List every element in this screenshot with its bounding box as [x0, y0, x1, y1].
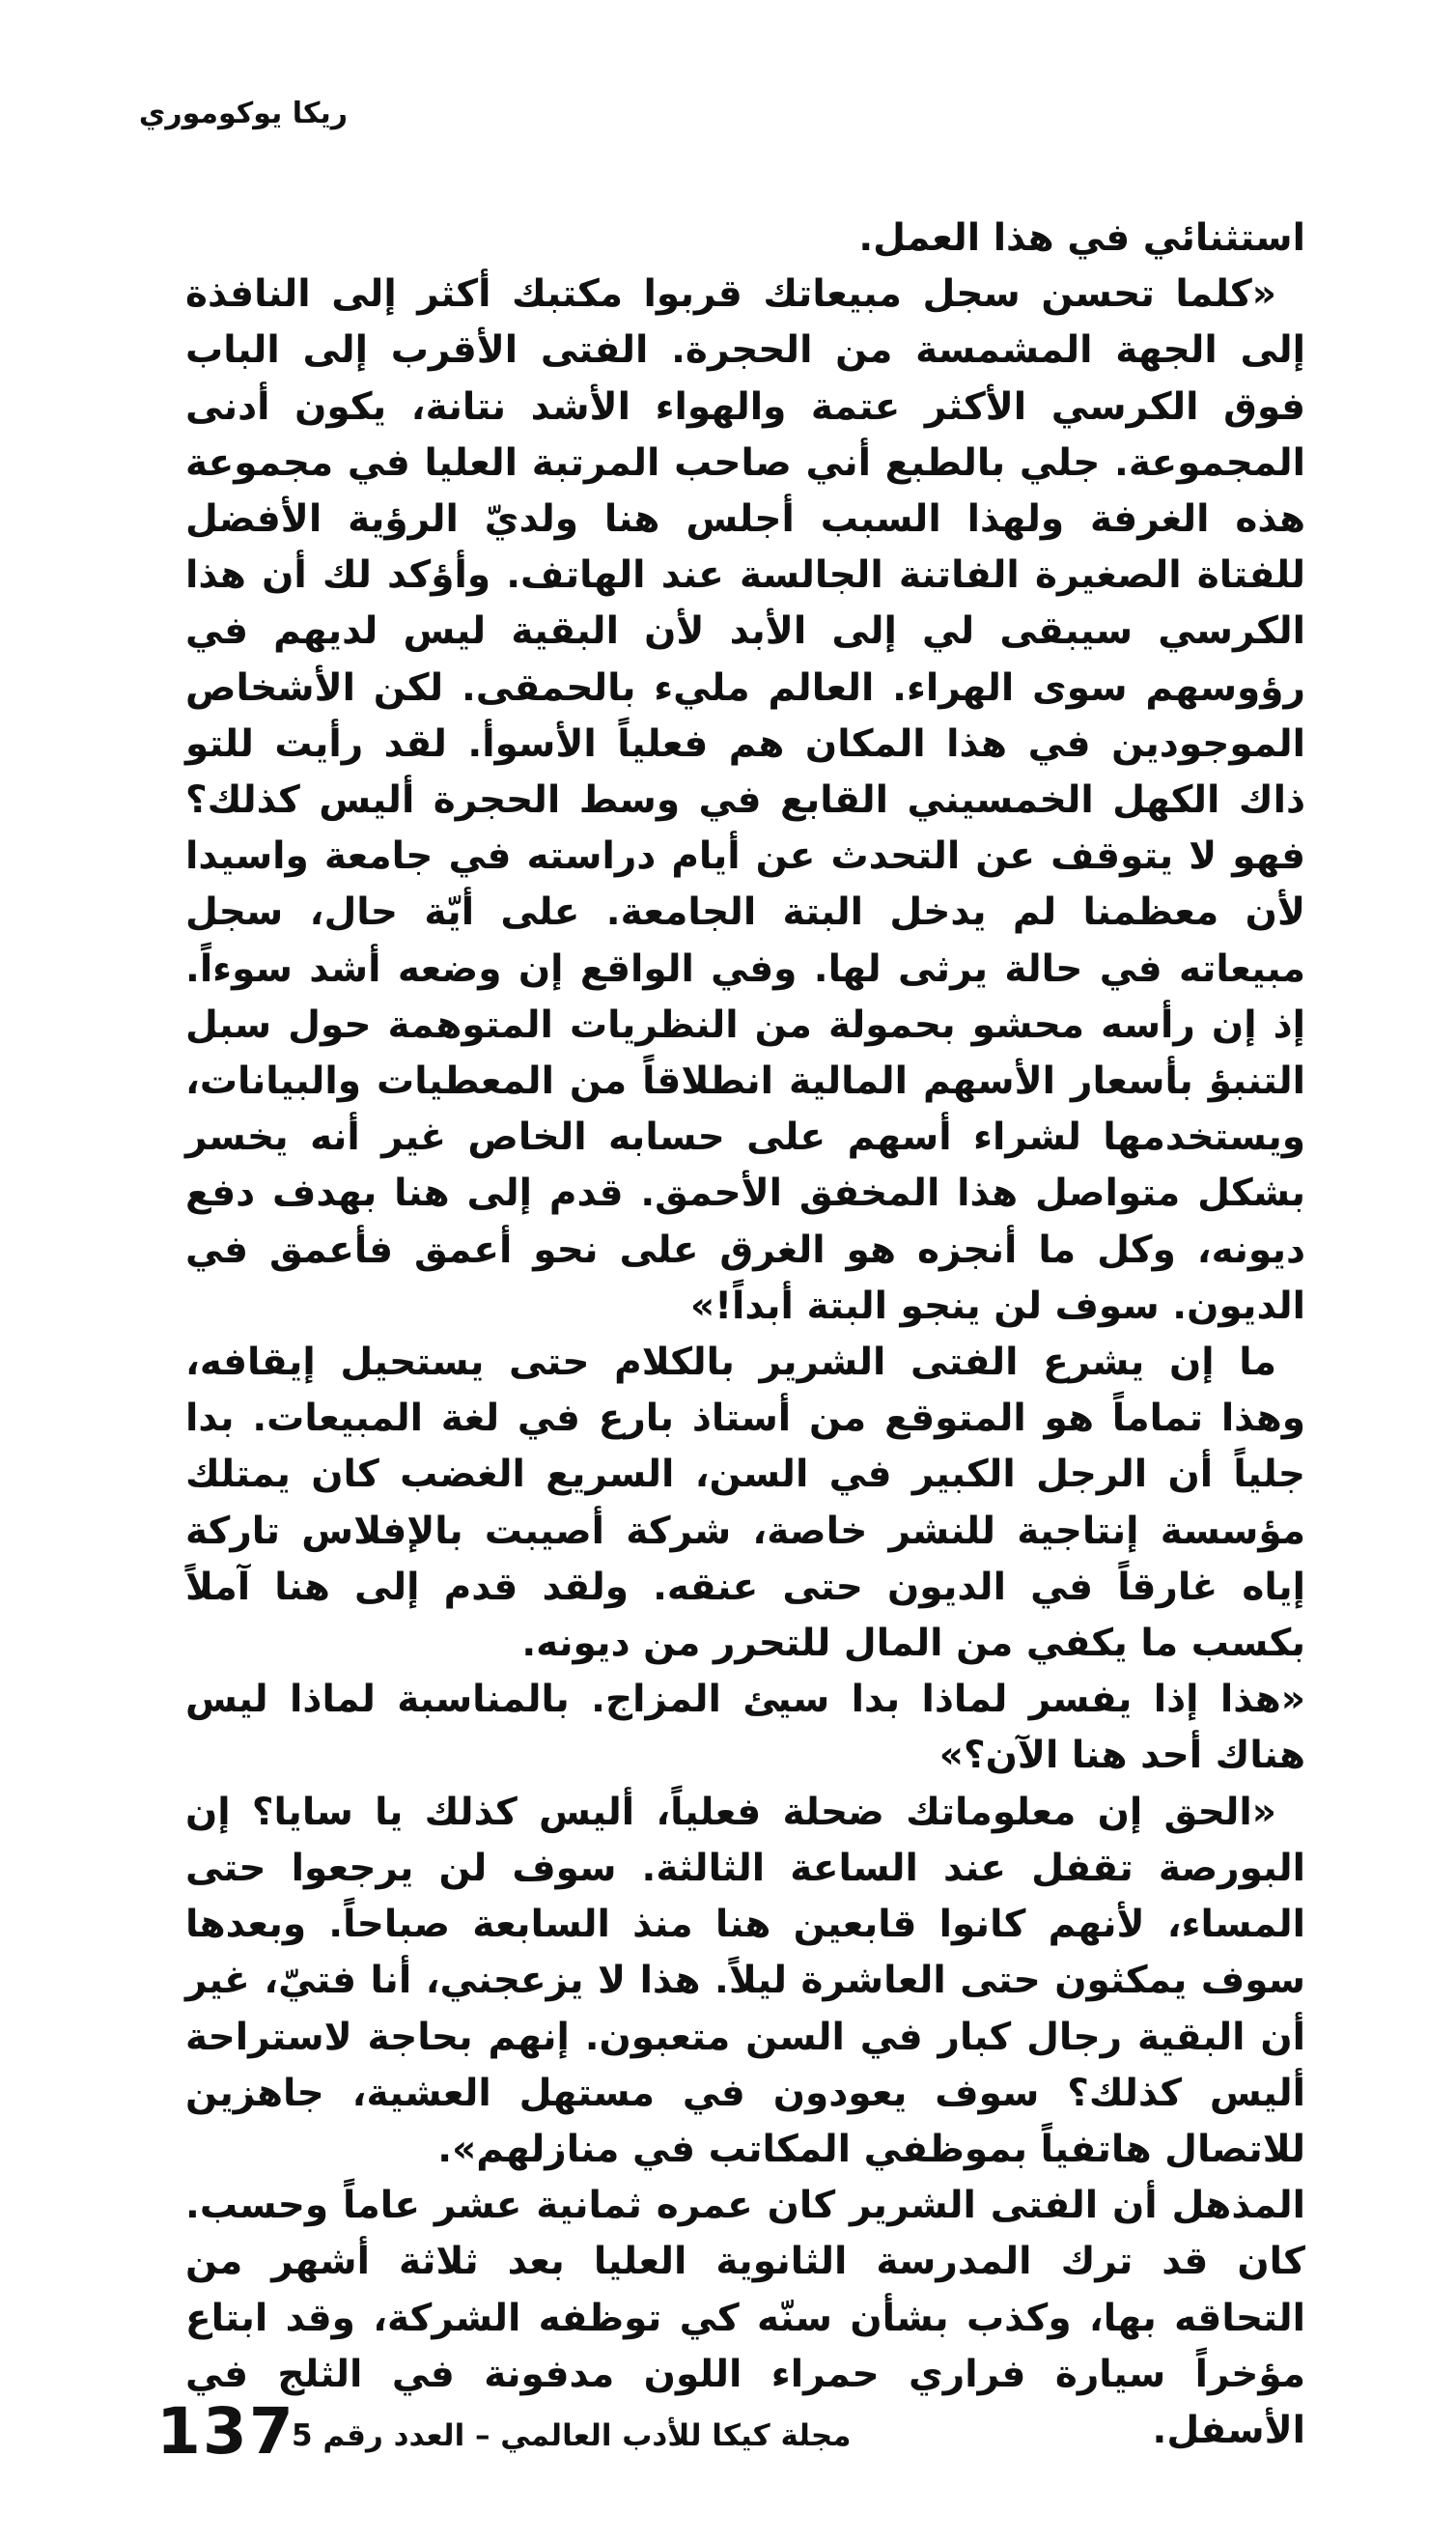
running-head-author: ريكا يوكوموري: [138, 97, 348, 130]
body-text: [185, 211, 1305, 2459]
paragraph: المذهل أن الفتى الشرير كان عمره ثمانية عشر عاماً وحسب. كان قد ترك المدرسة الثانوية العليا بعد ثلاثة أشهر من التحاقه بها، وكذب بشأن سنّه كي توظفه الشركة، وقد ابتاع مؤخراً سيارة فراري حمراء اللون مدفونة في الثلج في الأسفل.: [185, 2184, 1305, 2452]
paragraph: «الحق إن معلوماتك ضحلة فعلياً، أليس كذلك يا سايا؟ إن البورصة تقفل عند الساعة الثالثة. سوف لن يرجعوا حتى المساء، لأنهم كانوا قابعين هنا منذ السابعة صباحاً. وبعدها سوف يمكثون حتى العاشرة ليلاً. هذا لا يزعجني، أنا فتيّ، غير أن البقية رجال كبار في السن متعبون. إنهم بحاجة لاستراحة أليس كذلك؟ سوف يعودون في مستهل العشية، جاهزين للاتصال هاتفياً بموظفي المكاتب في منازلهم».: [185, 1790, 1305, 2171]
page-footer: [145, 2393, 852, 2480]
journal-title: مجلة كيكا للأدب العالمي – العدد رقم 5: [292, 2418, 852, 2453]
page-number: 137: [156, 2394, 295, 2469]
paragraph: ما إن يشرع الفتى الشرير بالكلام حتى يستحيل إيقافه، وهذا تماماً هو المتوقع من أستاذ بارع في لغة المبيعات. بدا جلياً أن الرجل الكبير في السن، السريع الغضب كان يمتلك مؤسسة إنتاجية للنشر خاصة، شركة أصيبت بالإفلاس تاركة إياه غارقاً في الديون حتى عنقه. ولقد قدم إلى هنا آملاً بكسب ما يكفي من المال للتحرر من ديونه.: [185, 1341, 1305, 1666]
paragraph: «هذا إذا يفسر لماذا بدا سيئ المزاج. بالمناسبة لماذا ليس هناك أحد هنا الآن؟»: [185, 1678, 1305, 1778]
paragraph: استثنائي في هذا العمل.: [858, 216, 1305, 260]
paragraph: «كلما تحسن سجل مبيعاتك قربوا مكتبك أكثر إلى النافذة إلى الجهة المشمسة من الحجرة. الفتى الأقرب إلى الباب فوق الكرسي الأكثر عتمة والهواء الأشد نتانة، يكون أدنى المجموعة. جلي بالطبع أني صاحب المرتبة العليا في مجموعة هذه الغرفة ولهذا السبب أجلس هنا ولديّ الرؤية الأفضل للفتاة الصغيرة الفاتنة الجالسة عند الهاتف. وأؤكد لك أن هذا الكرسي سيبقى لي إلى الأبد لأن البقية ليس لديهم في رؤوسهم سوى الهراء. العالم مليء بالحمقى. لكن الأشخاص الموجودين في هذا المكان هم فعلياً الأسوأ. لقد رأيت للتو ذاك الكهل الخمسيني القابع في وسط الحجرة أليس كذلك؟ فهو لا يتوقف عن التحدث عن أيام دراسته في جامعة واسيدا لأن معظمنا لم يدخل البتة الجامعة. على أيّة حال، سجل مبيعاته في حالة يرثى لها. وفي الواقع إن وضعه أشد سوءاً. إذ إن رأسه محشو بحمولة من النظريات المتوهمة حول سبل التنبؤ بأسعار الأسهم المالية انطلاقاً من المعطيات والبيانات، ويستخدمها لشراء أسهم على حسابه الخاص غير أنه يخسر بشكل متواصل هذا المخفق الأحمق. قدم إلى هنا بهدف دفع ديونه، وكل ما أنجزه هو الغرق على نحو أعمق فأعمق في الديون. سوف لن ينجو البتة أبداً!»: [185, 272, 1305, 1328]
